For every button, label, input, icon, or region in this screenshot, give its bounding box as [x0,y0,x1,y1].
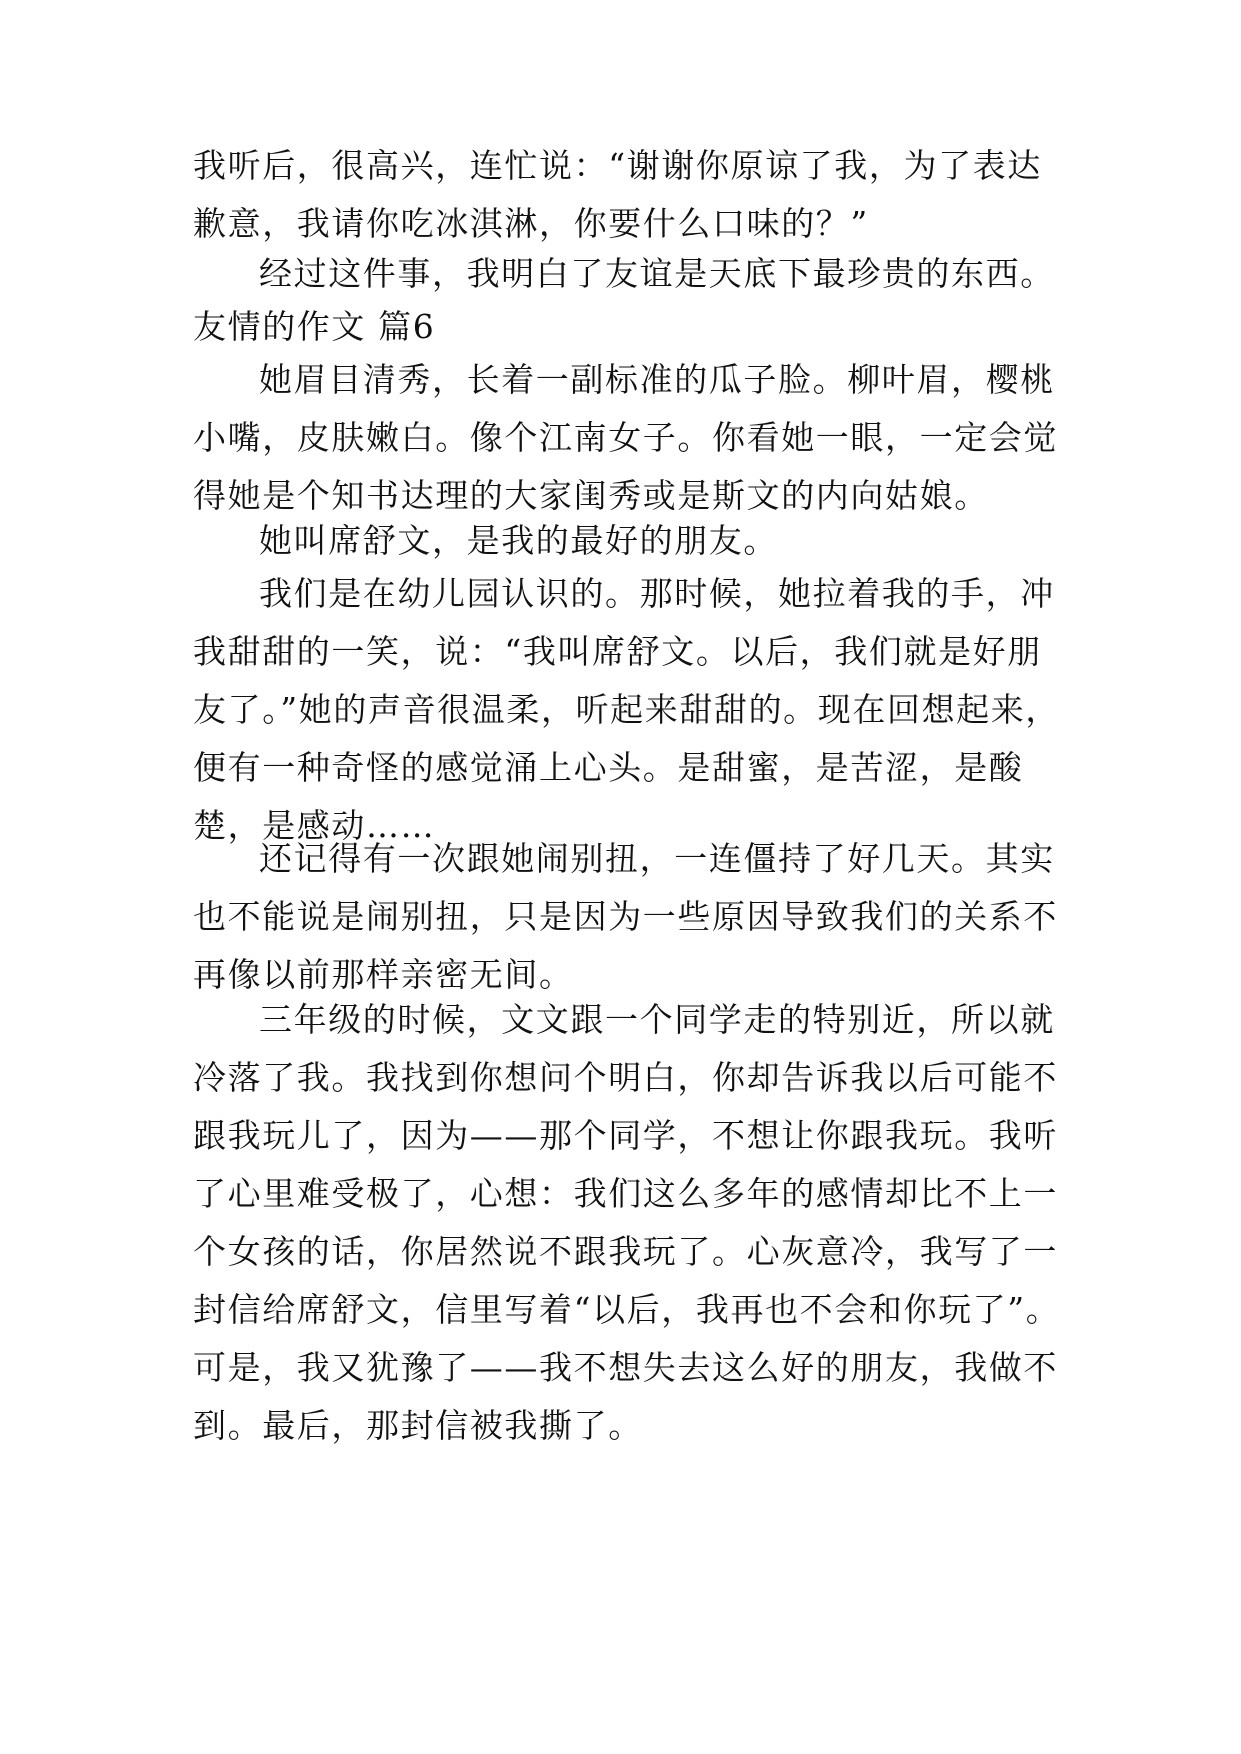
paragraph-apology: 我听后，很高兴，连忙说：“谢谢你原谅了我，为了表达歉意，我请你吃冰淇淋，你要什么口味的？” [193,146,1042,243]
paragraph-friend-name: 她叫席舒文，是我的最好的朋友。 [259,521,778,560]
essay-heading: 友情的作文 篇6 [193,307,436,346]
paragraph-third-grade: 三年级的时候，文文跟一个同学走的特别近，所以就冷落了我。我找到你想问个明白，你却告诉我以后可能不跟我玩儿了，因为——那个同学，不想让你跟我玩。我听了心里难受极了，心想：我们这么多年的感情却比不上一个女孩的话，你居然说不跟我玩了。心灰意冷，我写了一封信给席舒文，信里写着“以后，我再也不会和你玩了”。可是，我又犹豫了——我不想失去这么好的朋友，我做不到。最后，那封信被我撕了。 [193,1000,1061,1445]
paragraph-quarrel: 还记得有一次跟她闹别扭，一连僵持了好几天。其实也不能说是闹别扭，只是因为一些原因导致我们的关系不再像以前那样亲密无间。 [193,839,1058,994]
paragraph-kindergarten: 我们是在幼儿园认识的。那时候，她拉着我的手，冲我甜甜的一笑，说：“我叫席舒文。以后，我们就是好朋友了。”她的声音很温柔，听起来甜甜的。现在回想起来，便有一种奇怪的感觉涌上心头。是甜蜜，是苦涩，是酸楚，是感动…… [193,574,1060,845]
paragraph-description: 她眉目清秀，长着一副标准的瓜子脸。柳叶眉，樱桃小嘴，皮肤嫩白。像个江南女子。你看她一眼，一定会觉得她是个知书达理的大家闺秀或是斯文的内向姑娘。 [193,360,1058,515]
paragraph-lesson: 经过这件事，我明白了友谊是天底下最珍贵的东西。 [259,254,1055,293]
document-page [193,0,1061,1754]
